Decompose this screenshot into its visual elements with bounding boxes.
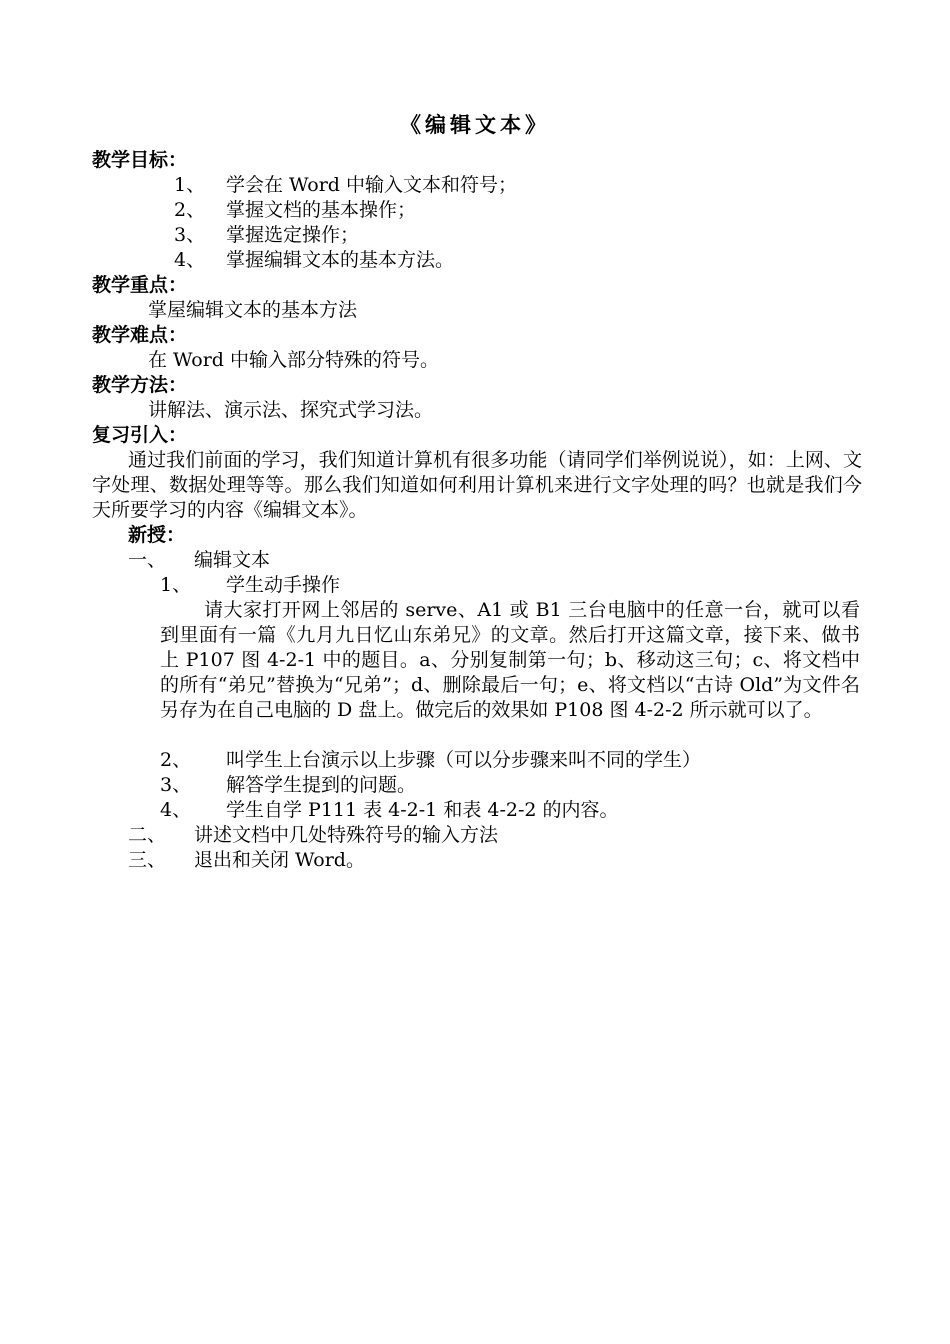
subitem-text: 解答学生提到的问题。 bbox=[226, 774, 417, 796]
section-text: 讲述文档中几处特殊符号的输入方法 bbox=[194, 824, 499, 846]
key-points-heading: 教学重点： bbox=[92, 274, 188, 296]
subitem-number: 1、 bbox=[160, 574, 192, 596]
section-number: 二、 bbox=[128, 824, 167, 846]
objective-text: 掌握选定操作； bbox=[226, 224, 360, 246]
objective-number: 2、 bbox=[174, 199, 206, 221]
subitem-number: 4、 bbox=[160, 799, 192, 821]
objective-item bbox=[174, 173, 517, 198]
section-item bbox=[128, 823, 498, 848]
subitem-text: 学生动手操作 bbox=[226, 574, 341, 596]
difficulties-heading: 教学难点： bbox=[92, 324, 188, 346]
objective-number: 1、 bbox=[174, 174, 206, 196]
subitem bbox=[160, 798, 619, 823]
section-text: 编辑文本 bbox=[194, 549, 271, 571]
section-item bbox=[128, 548, 270, 573]
subitem-number: 3、 bbox=[160, 774, 192, 796]
objectives-heading: 教学目标： bbox=[92, 149, 188, 171]
objective-text: 掌握编辑文本的基本方法。 bbox=[226, 249, 455, 271]
section-number: 三、 bbox=[128, 849, 167, 871]
subitem-number: 2、 bbox=[160, 749, 192, 771]
methods-heading: 教学方法： bbox=[92, 374, 188, 396]
section-text: 退出和关闭 Word。 bbox=[194, 849, 365, 871]
document-title: 《编辑文本》 bbox=[400, 112, 550, 137]
methods-text: 讲解法、演示法、探究式学习法。 bbox=[148, 399, 434, 421]
review-paragraph: 通过我们前面的学习，我们知道计算机有很多功能（请同学们举例说说），如：上网、文字处理、数据处理等等。那么我们知道如何利用计算机来进行文字处理的吗？也就是我们今天所要学习的内容《编辑文本》。 bbox=[92, 449, 862, 521]
objective-item bbox=[174, 248, 454, 273]
key-points-text: 掌屋编辑文本的基本方法 bbox=[148, 299, 358, 321]
difficulties-text: 在 Word 中输入部分特殊的符号。 bbox=[148, 349, 440, 371]
section-item bbox=[128, 848, 365, 873]
subitem bbox=[160, 773, 416, 798]
new-lesson-heading: 新授： bbox=[128, 524, 186, 546]
activity-paragraph: 请大家打开网上邻居的 serve、A1 或 B1 三台电脑中的任意一台，就可以看到里面有一篇《九月九日忆山东弟兄》的文章。然后打开这篇文章，接下来、做书上 P107 图 4-2-1 中的题目。a、分别复制第一句；b、移动这三句；c、将文档中的所有“弟兄”替换为“兄弟”；d、删除最后一句；e、将文档以“古诗 Old”为文件名另存为在自己电脑的 D 盘上。做完后的效果如 P108 图 4-2-2 所示就可以了。 bbox=[160, 599, 860, 721]
objective-item bbox=[174, 198, 416, 223]
review-heading: 复习引入： bbox=[92, 424, 188, 446]
subitem bbox=[160, 573, 340, 598]
objective-item bbox=[174, 223, 359, 248]
subitem bbox=[160, 748, 701, 773]
objective-text: 学会在 Word 中输入文本和符号； bbox=[226, 174, 518, 196]
objective-number: 3、 bbox=[174, 224, 206, 246]
objective-number: 4、 bbox=[174, 249, 206, 271]
subitem-text: 叫学生上台演示以上步骤（可以分步骤来叫不同的学生） bbox=[226, 749, 702, 771]
section-number: 一、 bbox=[128, 549, 167, 571]
subitem-text: 学生自学 P111 表 4-2-1 和表 4-2-2 的内容。 bbox=[226, 799, 619, 821]
objective-text: 掌握文档的基本操作； bbox=[226, 199, 417, 221]
